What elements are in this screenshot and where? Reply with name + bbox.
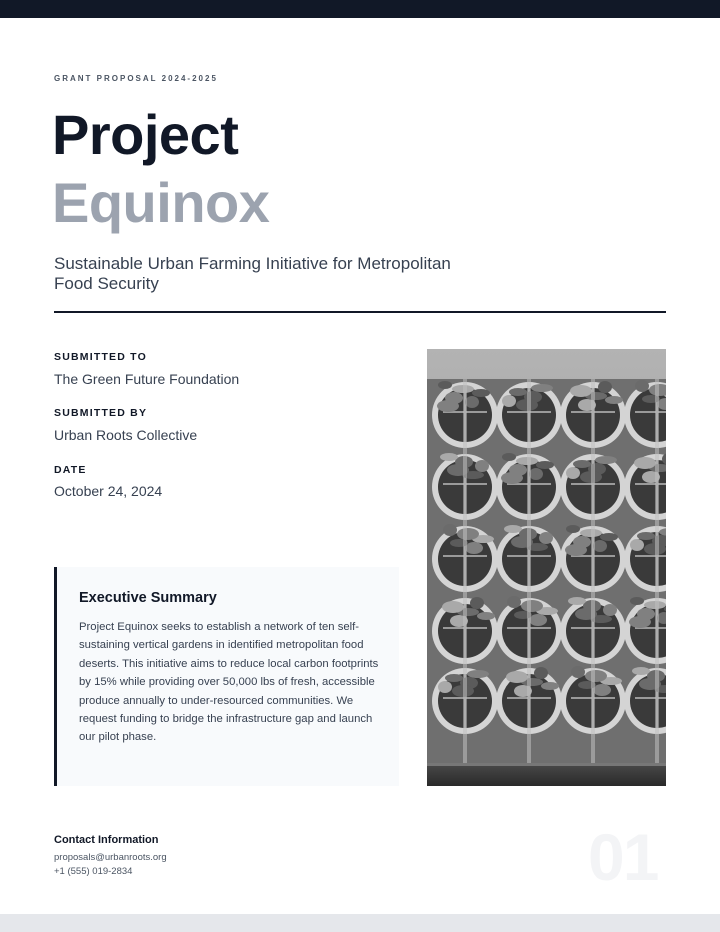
- bottom-accent-band: [0, 914, 720, 932]
- executive-summary-card: [54, 567, 399, 786]
- date-label: DATE: [54, 464, 87, 476]
- executive-summary-title: Executive Summary: [79, 590, 217, 606]
- top-accent-bar: [0, 0, 720, 18]
- vertical-garden-building-photo: [427, 349, 666, 786]
- header-divider: [54, 311, 666, 313]
- document-subtitle: Sustainable Urban Farming Initiative for Metropolitan Food Security: [54, 254, 451, 293]
- building-illustration: [427, 349, 666, 786]
- contact-email: proposals@urbanroots.org: [54, 852, 167, 863]
- title-line-project: Project: [52, 103, 239, 166]
- date-value: October 24, 2024: [54, 483, 163, 499]
- executive-summary-body: Project Equinox seeks to establish a network of ten self-sustaining vertical gardens in identified metropolitan food deserts. This initiative aims to reduce local carbon footprints by 15% while providing over 50,000 lbs of fresh, accessible produce annually to under-resourced communities. We request funding to bridge the infrastructure gap and launch our pilot phase.: [79, 621, 379, 744]
- submitted-by-value: Urban Roots Collective: [54, 427, 198, 443]
- page-number: 01: [588, 820, 658, 894]
- contact-information-title: Contact Information: [54, 834, 159, 846]
- submitted-by-label: SUBMITTED BY: [54, 407, 148, 419]
- document-eyebrow: GRANT PROPOSAL 2024-2025: [54, 74, 218, 83]
- title-line-equinox: Equinox: [52, 171, 270, 234]
- submitted-to-label: SUBMITTED TO: [54, 351, 147, 363]
- contact-phone: +1 (555) 019-2834: [54, 866, 133, 877]
- submitted-to-value: The Green Future Foundation: [54, 371, 240, 387]
